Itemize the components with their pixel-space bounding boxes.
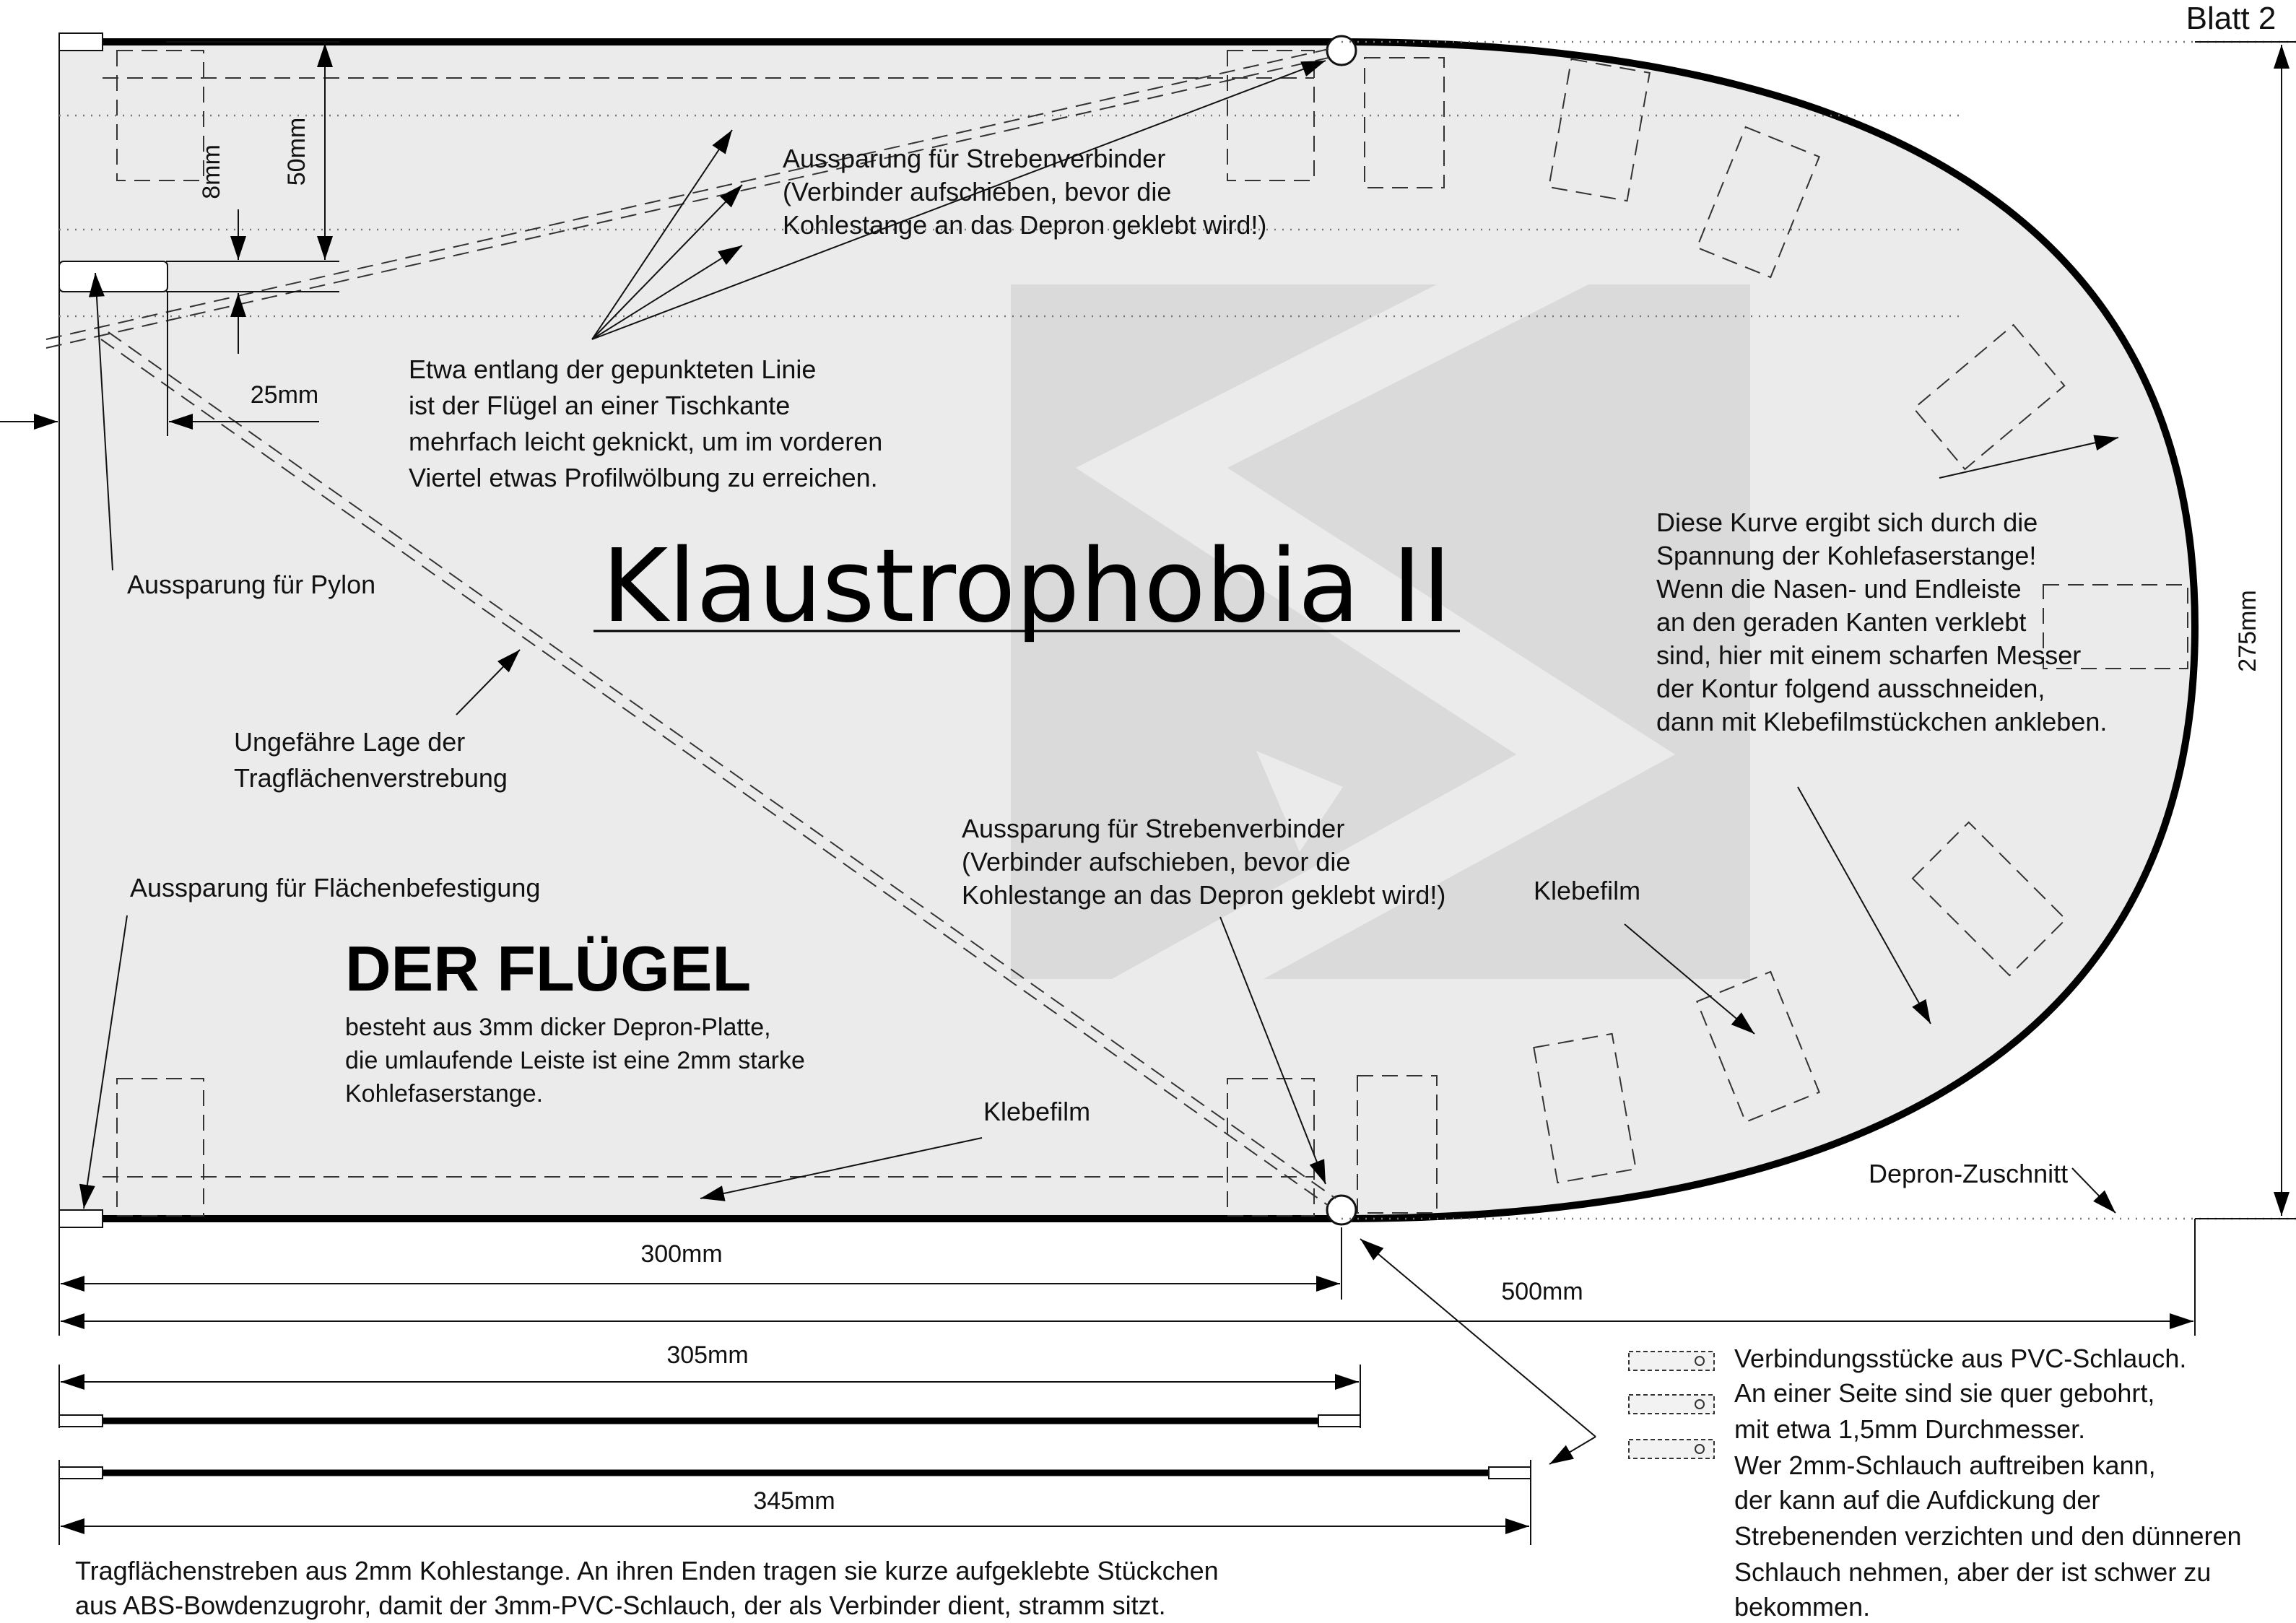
pylon-label: Aussparung für Pylon	[127, 570, 376, 599]
label-line: Schlauch nehmen, aber der ist schwer zu	[1734, 1557, 2212, 1587]
struts-note	[75, 1556, 1219, 1620]
depron-cut-arrow	[2072, 1168, 2115, 1213]
label-line: Wenn die Nasen- und Endleiste	[1656, 574, 2022, 604]
label-line: mehrfach leicht geknickt, um im vorderen	[409, 427, 883, 456]
label-line: Tragflächenstreben aus 2mm Kohlestange. An ihren Enden tragen sie kurze aufgeklebte Stückchen	[75, 1556, 1219, 1585]
depron-cut-label: Depron-Zuschnitt	[1869, 1159, 2069, 1188]
label-line: (Verbinder aufschieben, bevor die	[783, 177, 1172, 206]
wing-heading: DER FLÜGEL	[345, 933, 752, 1004]
dim-25mm-text: 25mm	[250, 381, 319, 409]
dim-500mm-text: 500mm	[1501, 1278, 1583, 1305]
corner-tab-top	[59, 33, 103, 51]
dim-300mm-text: 300mm	[640, 1240, 723, 1268]
dim-275mm-text: 275mm	[2234, 590, 2261, 672]
connector-arrow-down	[1549, 1437, 1596, 1464]
connector-note	[1734, 1344, 2242, 1622]
pvc-connector-icon	[1629, 1440, 1714, 1458]
label-line: bekommen.	[1734, 1592, 1871, 1622]
mount-label: Aussparung für Flächenbefestigung	[130, 873, 541, 902]
wing-desc-line: die umlaufende Leiste ist eine 2mm starke	[345, 1047, 805, 1074]
label-line: Viertel etwas Profilwölbung zu erreichen.	[409, 463, 878, 492]
label-line: Ungefähre Lage der	[234, 727, 466, 757]
label-line: (Verbinder aufschieben, bevor die	[962, 847, 1351, 876]
pvc-connector-icon	[1629, 1352, 1714, 1370]
label-line: Diese Kurve ergibt sich durch die	[1656, 508, 2038, 537]
label-line: sind, hier mit einem scharfen Messer	[1656, 640, 2082, 670]
dim-8mm-text: 8mm	[198, 144, 225, 199]
label-line: Etwa entlang der gepunkteten Linie	[409, 354, 817, 384]
dim-345mm-text: 345mm	[753, 1487, 835, 1515]
label-line: an den geraden Kanten verklebt	[1656, 607, 2027, 637]
pvc-connector-icons	[1629, 1352, 1714, 1458]
label-line: der Kontur folgend ausschneiden,	[1656, 674, 2045, 703]
label-line: dann mit Klebefilmstückchen ankleben.	[1656, 707, 2108, 736]
label-line: Verbindungsstücke aus PVC-Schlauch.	[1734, 1344, 2187, 1373]
pvc-connector-icon	[1629, 1395, 1714, 1414]
wing-desc-line: Kohlefaserstange.	[345, 1080, 544, 1108]
dim-50mm-text: 50mm	[283, 117, 310, 186]
wing-desc-line: besteht aus 3mm dicker Depron-Platte,	[345, 1014, 771, 1041]
label-line: An einer Seite sind sie quer gebohrt,	[1734, 1378, 2155, 1408]
label-line: der kann auf die Aufdickung der	[1734, 1485, 2100, 1515]
label-line: Kohlestange an das Depron geklebt wird!)	[962, 880, 1446, 910]
strut-305	[59, 1341, 1360, 1428]
strut-connector-bottom	[1327, 1196, 1356, 1224]
strut-connector-top	[1327, 36, 1356, 65]
label-line: Kohlestange an das Depron geklebt wird!)	[783, 210, 1267, 240]
corner-tab-bottom	[59, 1210, 103, 1227]
tape-label-right: Klebefilm	[1534, 876, 1641, 905]
strut-345	[59, 1460, 1531, 1545]
label-line: mit etwa 1,5mm Durchmesser.	[1734, 1414, 2086, 1444]
dim-300mm	[59, 1227, 1341, 1336]
tape-label-bottom: Klebefilm	[983, 1097, 1091, 1126]
drawing-title: Klaustrophobia II	[601, 528, 1452, 645]
dim-500mm	[61, 1219, 2195, 1336]
dim-305mm-text: 305mm	[666, 1341, 749, 1369]
label-line: ist der Flügel an einer Tischkante	[409, 391, 791, 420]
label-line: Aussparung für Strebenverbinder	[962, 814, 1345, 843]
label-line: aus ABS-Bowdenzugrohr, damit der 3mm-PVC-Schlauch, der als Verbinder dient, stramm sitzt.	[75, 1591, 1166, 1620]
label-line: Tragflächenverstrebung	[234, 763, 508, 793]
pylon-cutout	[59, 261, 168, 292]
label-line: Wer 2mm-Schlauch auftreiben kann,	[1734, 1450, 2156, 1480]
label-line: Strebenenden verzichten und den dünneren	[1734, 1521, 2242, 1551]
sheet-label: Blatt 2	[2186, 1, 2277, 36]
dim-275mm	[2195, 42, 2296, 1219]
label-line: Aussparung für Strebenverbinder	[783, 144, 1166, 173]
connector-arrow-up	[1360, 1239, 1596, 1437]
label-line: Spannung der Kohlefaserstange!	[1656, 541, 2037, 570]
